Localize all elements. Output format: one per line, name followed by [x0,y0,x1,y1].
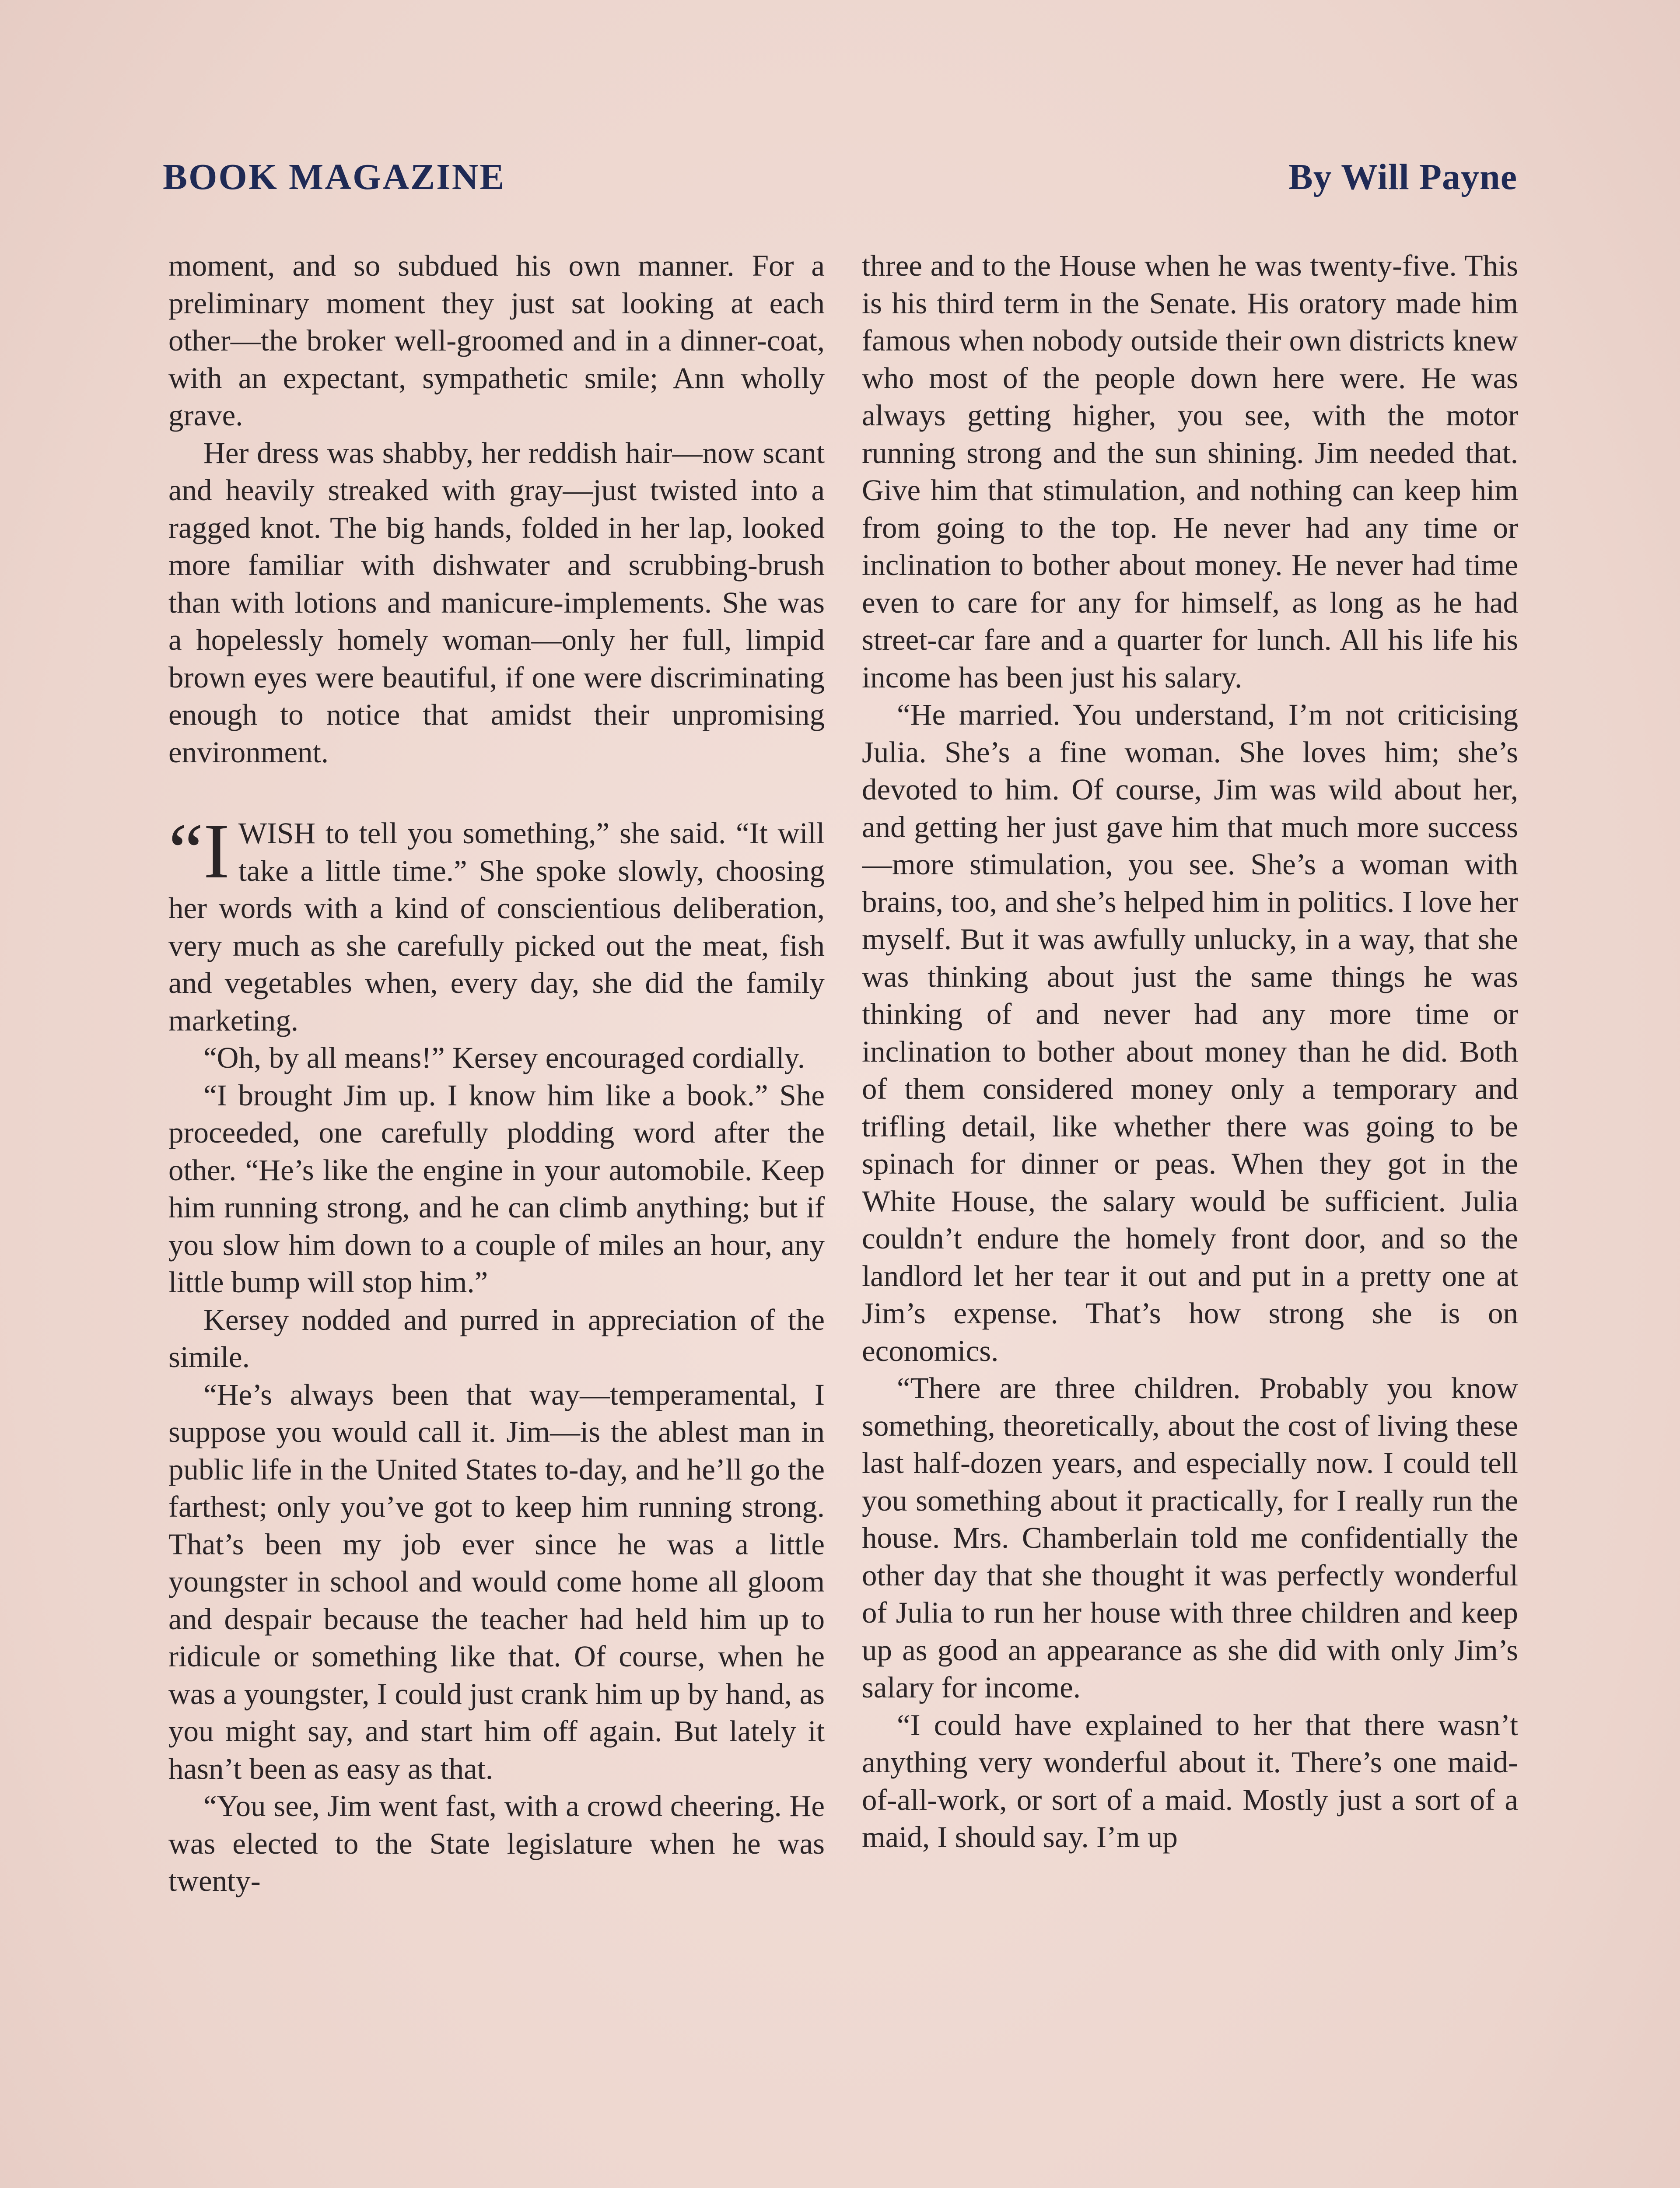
paragraph: three and to the House when he was twenty-five. This is his third term in the Senate. His oratory made him famous when nobody outside their own districts knew who most of the people down here were. He was always getting higher, you see, with the motor running strong and the sun shining. Jim needed that. Give him that stimulation, and nothing can keep him from going to the top. He never had any time or inclination to bother about money. He never had time even to care for any for himself, as long as he had street-car fare and a quarter for lunch. All his life his income has been just his salary. [862,249,1518,694]
left-column [168,247,825,2188]
running-head-magazine: BOOK MAGAZINE [163,157,506,197]
right-column [862,247,1518,2188]
paragraph: moment, and so subdued his own manner. For a preliminary moment they just sat looking at each other—the broker well-groomed and in a dinner-coat, with an expectant, sympathetic smile; Ann wholly grave. [168,249,825,432]
paragraph: Her dress was shabby, her reddish hair—now scant and heavily streaked with gray—just twisted into a ragged knot. The big hands, folded in her lap, looked more familiar with dishwater and scrubbing-brush than with lotions and manicure-implements. She was a hopelessly homely woman—only her full, limpid brown eyes were beautiful, if one were discriminating enough to notice that amidst their unpromising environment. [168,436,825,769]
paragraph: “He’s always been that way—temperamental, I suppose you would call it. Jim—is the ablest man in public life in the United States to-day, and he’ll go the farthest; only you’ve got to keep him running strong. That’s been my job ever since he was a little youngster in school and would come home all gloom and despair because the teacher had held him up to ridicule or something like that. Of course, when he was a youngster, I could just crank him up by hand, as you might say, and start him off again. But lately it hasn’t been as easy as that. [168,1378,825,1785]
paragraph-text: WISH to tell you something,” she said. “It will take a little time.” She spoke slowly, choosing her words with a kind of conscientious deliberation, very much as she carefully picked out the meat, fish and vegetables when, every day, she did the family marketing. [168,817,825,1037]
running-head-author: By Will Payne [1288,157,1517,197]
paragraph: Kersey nodded and purred in appreciation of the simile. [168,1303,825,1374]
paragraph: “I could have explained to her that there wasn’t anything very wonderful about it. There’s one maid-of-all-work, or sort of a maid. Mostly just a sort of a maid, I should say. I’m up [862,1708,1518,1854]
paragraph: “He married. You understand, I’m not criticising Julia. She’s a fine woman. She loves him; she’s devoted to him. Of course, Jim was wild about her, and getting her just gave him that much more success—more stimulation, you see. She’s a woman with brains, too, and she’s helped him in politics. I love her myself. But it was awfully unlucky, in a way, that she was thinking about just the same things he was thinking of and never had any more time or inclination to bother about money than he did. Both of them considered money only a temporary and trifling detail, like whether there was going to be spinach for dinner or peas. When they got in the White House, the salary would be sufficient. Julia couldn’t endure the homely front door, and so the landlord let her tear it out and put in a pretty one at Jim’s expense. That’s how strong she is on economics. [862,698,1518,1368]
dropcap-paragraph [168,807,825,1039]
paragraph: “You see, Jim went fast, with a crowd cheering. He was elected to the State legislature when he was twenty- [168,1789,825,1897]
paragraph: “There are three children. Probably you know something, theoretically, about the cost of living these last half-dozen years, and especially now. I could tell you something about it practically, for I really run the house. Mrs. Chamberlain told me confidentially the other day that she thought it was perfectly wonderful of Julia to run her house with three children and keep up as good an appearance as she did with only Jim’s salary for income. [862,1371,1518,1704]
drop-cap: “I [168,807,230,894]
paragraph: “Oh, by all means!” Kersey encouraged cordially. [203,1041,805,1074]
paragraph: “I brought Jim up. I know him like a book.” She proceeded, one carefully plodding word after the other. “He’s like the engine in your automobile. Keep him running strong, and he can climb anything; but if you slow him down to a couple of miles an hour, any little bump will stop him.” [168,1078,825,1299]
